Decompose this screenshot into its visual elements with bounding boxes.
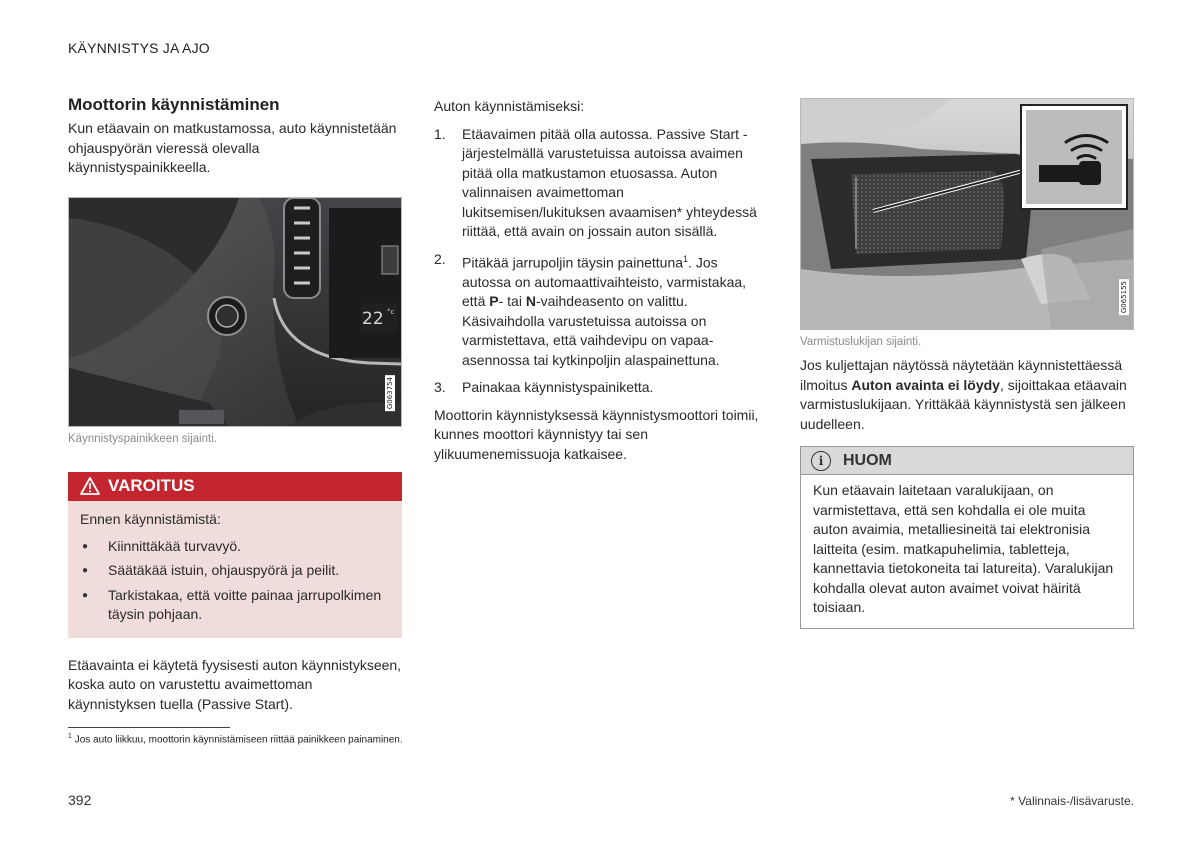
list-item: ● Tarkistakaa, että voitte painaa jarrupolkimen täysin pohjaan. <box>80 586 390 625</box>
warning-title: VAROITUS <box>108 476 195 495</box>
figure-code: G063754 <box>386 377 394 410</box>
step-number: 3. <box>434 379 446 396</box>
gear-n: N <box>525 293 536 310</box>
paragraph-text: , sijoittakaa etäavain varmistuslukijaan. Yrittäkää käynnistystä sen jälkeen uudelleen. <box>800 376 1127 432</box>
steps-list <box>434 125 768 398</box>
step-number: 1. <box>434 125 446 142</box>
backup-reader-illustration <box>801 99 1133 329</box>
outro-paragraph: Moottorin käynnistyksessä käynnistysmoottori toimii, kunnes moottori käynnistyy tai sen ylikuumenemissuoja katkaisee. <box>434 406 759 462</box>
footnote-divider <box>68 727 230 728</box>
footnote-text: Jos auto liikkuu, moottorin käynnistämiseen riittää painikkeen painaminen. <box>74 734 403 746</box>
step-text: Etäavaimen pitää olla autossa. Passive Start -järjestelmällä varustetuissa autoissa avaimen pitää olla matkustamon etuosassa. Auton valinnaisen avaimettoman lukitsemisen/lukituksen avaamisen* yhteydessä riittää, että avain on jossain auton sisällä. <box>462 125 757 239</box>
figure-caption: Varmistuslukijan sijainti. <box>800 336 922 348</box>
outro-paragraph: Etäavainta ei käytetä fyysisesti auton käynnistykseen, koska auto on varustettu avaimettoman käynnistyksen tuella (Passive Start). <box>68 656 402 712</box>
backup-reader-figure <box>800 98 1134 330</box>
column-right <box>800 98 1134 629</box>
list-item <box>434 250 768 371</box>
note-header <box>801 447 1133 475</box>
paragraph-text: Jos kuljettajan näytössä näytetään käynnistettäessä ilmoitus <box>800 357 1123 393</box>
warning-lead: Ennen käynnistämistä: <box>80 510 221 527</box>
gear-p: P <box>489 293 499 310</box>
list-item <box>434 125 768 242</box>
page-title: Moottorin käynnistäminen <box>68 95 280 114</box>
note-title: HUOM <box>843 451 892 469</box>
step-text: - tai <box>498 293 526 310</box>
section-header: KÄYNNISTYS JA AJO <box>68 40 210 56</box>
start-button-figure <box>68 197 402 427</box>
list-item: ● Säätäkää istuin, ohjauspyörä ja peilit. <box>80 561 390 581</box>
note-text: Kun etäavain laitetaan varalukijaan, on varmistettava, että sen kohdalla ei ole muita auton avaimia, metalliesineitä tai elektronisia laitteita (esim. matkapuhelimia, tabletteja, kannettavia tietokoneita tai latureita). Varalukijan kohdalla olevat auton avaimet voivat häiritä toisiaan. <box>813 482 1114 615</box>
step-number: 2. <box>434 250 446 267</box>
warning-triangle-icon <box>80 477 100 495</box>
option-note: * Valinnais-/lisävaruste. <box>1010 794 1134 808</box>
temperature-unit: °c <box>387 307 395 316</box>
step-text: . Jos autossa on automaattivaihteisto, varmistakaa, että <box>462 254 747 310</box>
intro-paragraph: Kun etäavain on matkustamossa, auto käynnistetään ohjauspyörän vieressä olevalla käynnistyspainikkeella. <box>68 120 397 175</box>
step-text: Pitäkää jarrupoljin täysin painettuna <box>462 254 684 271</box>
footnote-ref: 1 <box>683 253 689 264</box>
reader-paragraph <box>800 356 1134 434</box>
info-icon: i <box>811 451 831 471</box>
page-number: 392 <box>68 792 92 808</box>
list-item: ● Kiinnittäkää turvavyö. <box>80 537 390 557</box>
figure-code: G065155 <box>1120 280 1128 313</box>
start-button-illustration <box>69 198 401 426</box>
step-text: -vaihdeasento on valittu. Käsivaihdolla varustetuissa autoissa on varmistettava, että vaihdevipu on vapaa-asennossa tai kytkinpoljin alaspainettuna. <box>462 293 720 368</box>
figure-caption: Käynnistyspainikkeen sijainti. <box>68 432 217 445</box>
footnote <box>68 733 403 745</box>
warning-header <box>68 472 402 501</box>
warning-list <box>80 537 390 625</box>
column-middle <box>434 97 768 464</box>
temperature-display: 22 <box>362 308 384 329</box>
footnote-number: 1 <box>68 733 72 740</box>
steps-lead: Auton käynnistämiseksi: <box>434 98 585 114</box>
warning-box <box>68 472 402 638</box>
column-left <box>68 95 402 714</box>
note-box <box>800 446 1134 629</box>
display-message: Auton avainta ei löydy <box>851 376 1000 393</box>
step-text: Painakaa käynnistyspainiketta. <box>462 379 654 396</box>
key-fob-icon <box>1039 165 1083 182</box>
list-item <box>434 378 768 398</box>
